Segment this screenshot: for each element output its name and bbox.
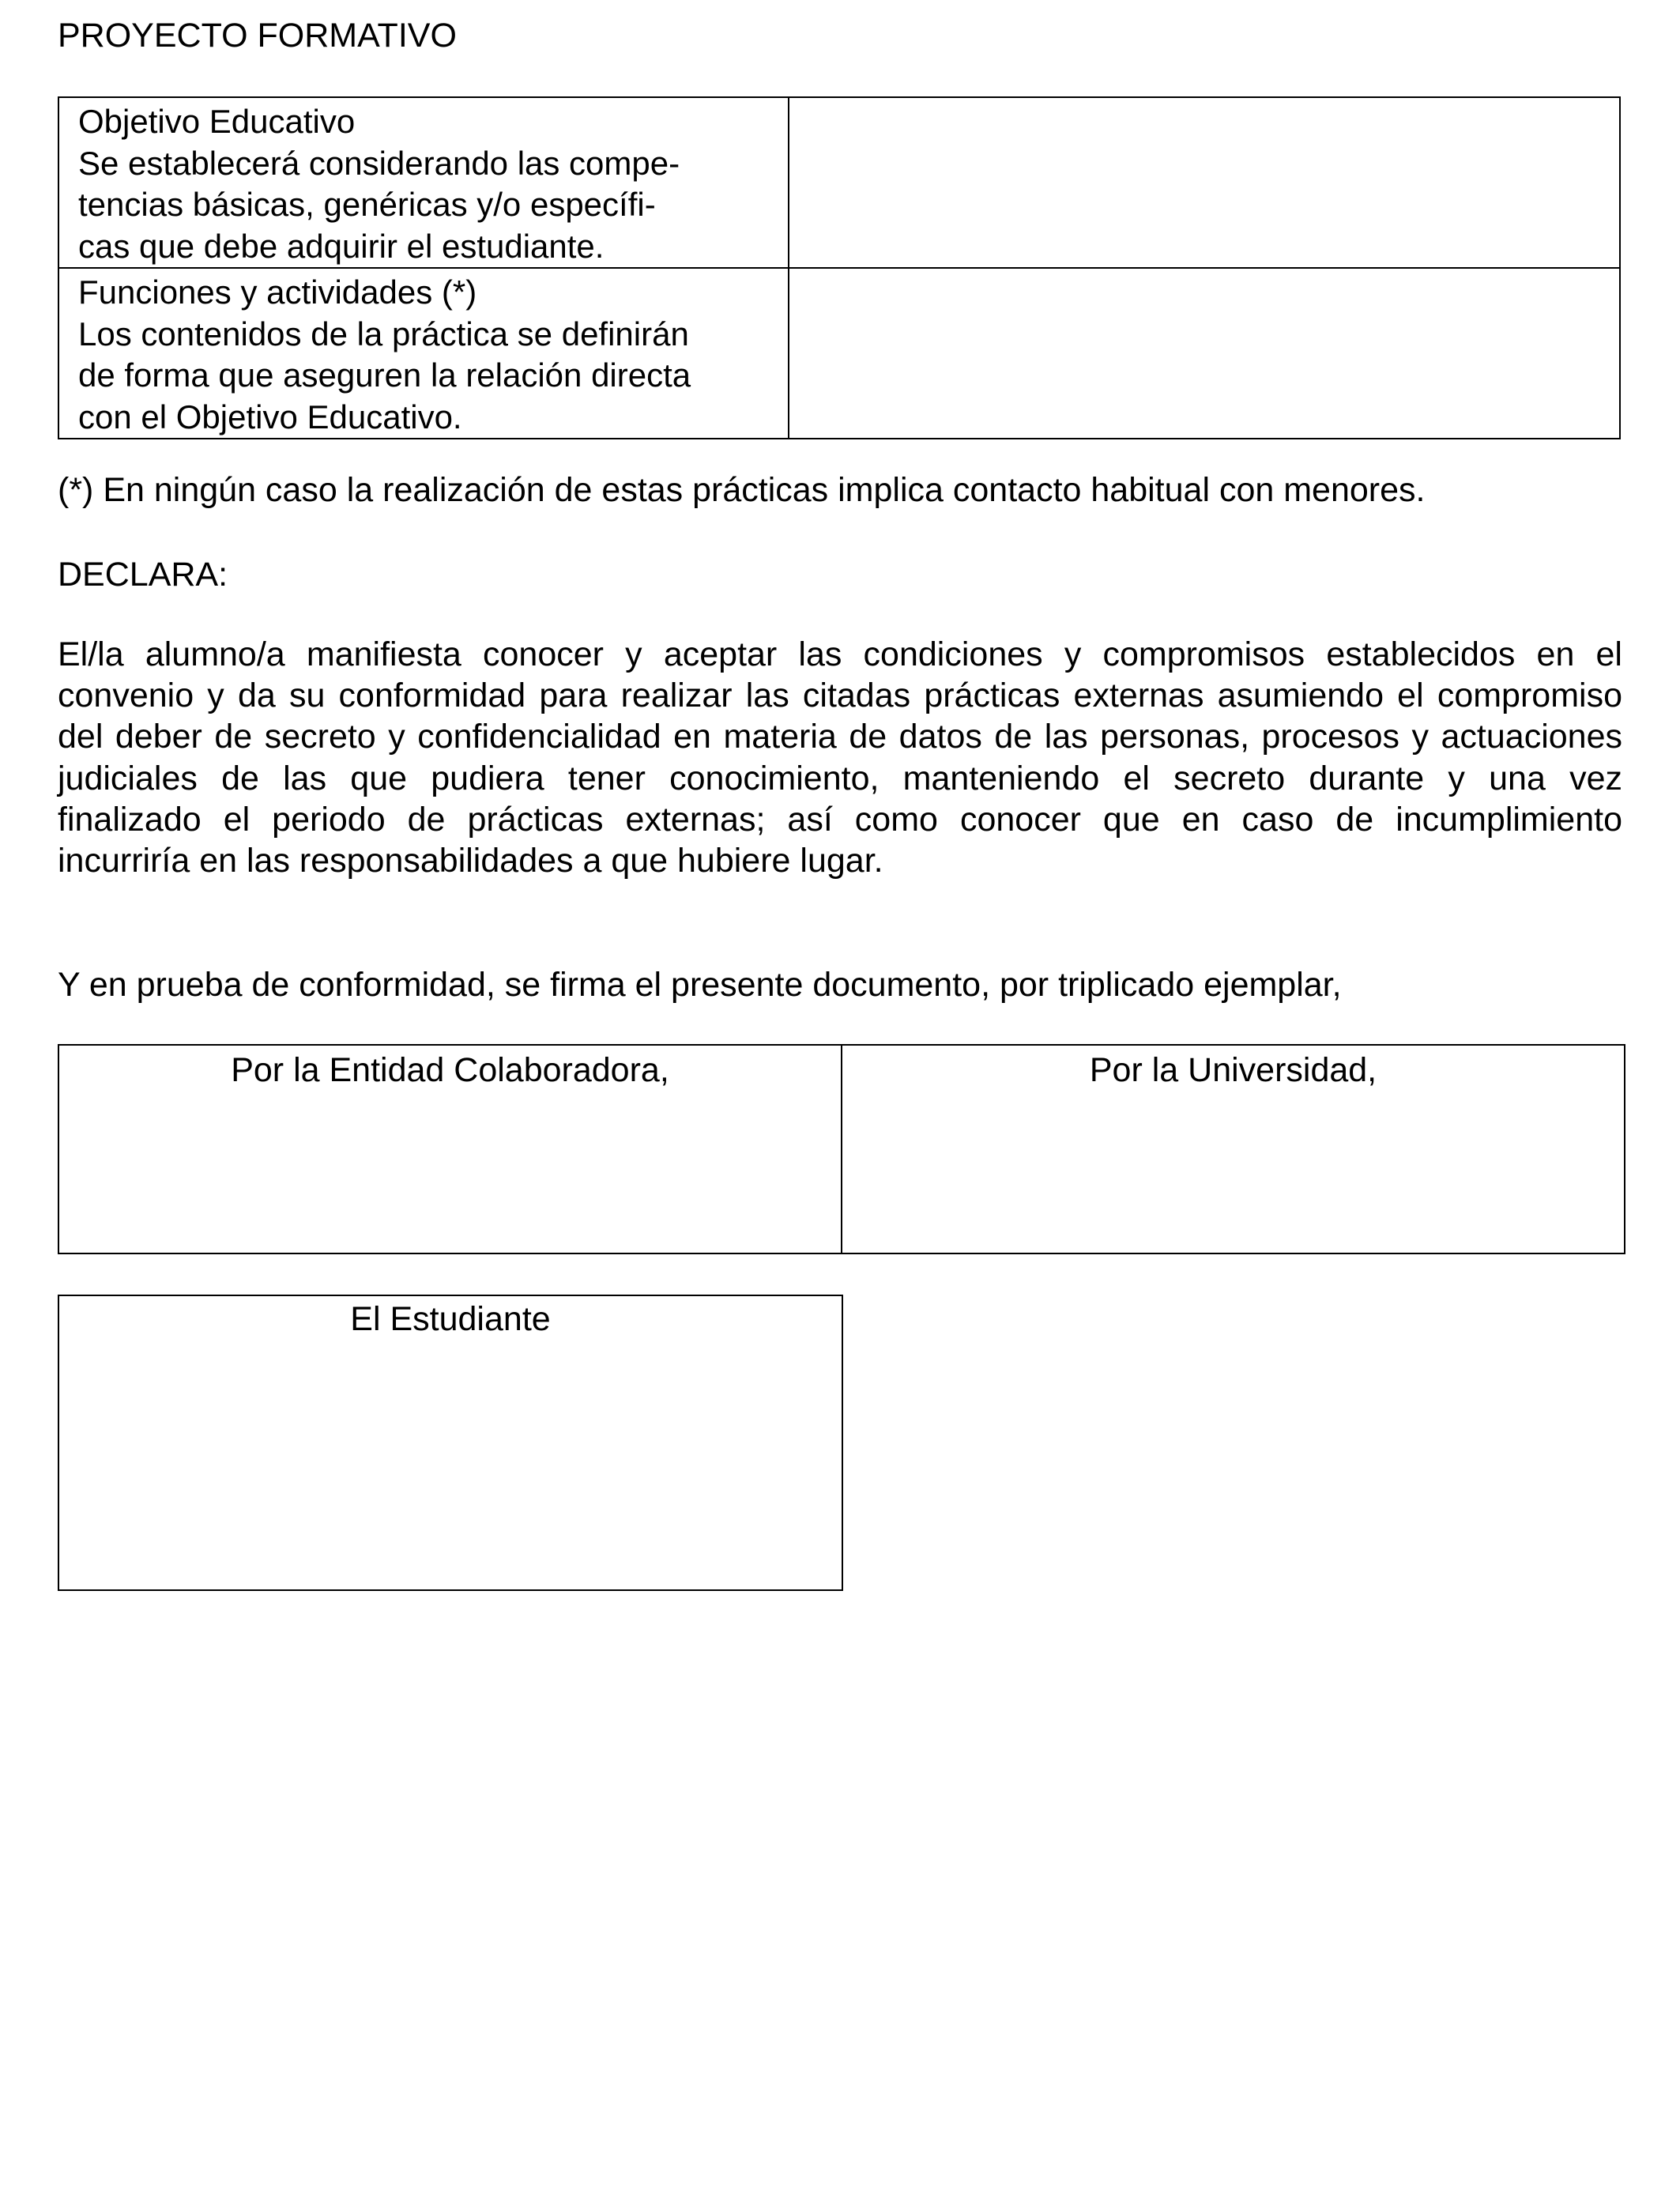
funciones-actividades-value-cell[interactable]	[789, 268, 1620, 439]
page-title: PROYECTO FORMATIVO	[58, 17, 457, 55]
student-signature-box: El Estudiante	[58, 1295, 843, 1591]
funciones-actividades-label-cell	[58, 268, 789, 439]
footnote: (*) En ningún caso la realización de estas prácticas implica contacto habitual con menores.	[58, 471, 1426, 509]
cell-line: Los contenidos de la práctica se definirán	[78, 315, 689, 352]
declaration-paragraph	[58, 634, 1622, 881]
cell-line: Objetivo Educativo	[78, 103, 356, 140]
table-row	[58, 268, 1620, 439]
entity-signature-box: Por la Entidad Colaboradora,	[58, 1045, 842, 1253]
objetivo-educativo-value-cell[interactable]	[789, 97, 1620, 268]
closing-sentence: Y en prueba de conformidad, se firma el presente documento, por triplicado ejemplar,	[58, 966, 1342, 1004]
cell-line: tencias básicas, genéricas y/o específi-	[78, 186, 656, 223]
signature-table	[58, 1044, 1625, 1254]
cell-line: cas que debe adquirir el estudiante.	[78, 227, 605, 265]
table-row	[58, 1045, 1625, 1253]
paragraph-line: finalizado el periodo de prácticas externas; así como conocer que en caso de incumplimiento	[58, 800, 1622, 839]
cell-line: Funciones y actividades (*)	[78, 273, 477, 311]
paragraph-line: El/la alumno/a manifiesta conocer y aceptar las condiciones y compromisos establecidos en el	[58, 635, 1622, 673]
paragraph-line: del deber de secreto y confidencialidad en materia de datos de las personas, procesos y actuaciones	[58, 718, 1622, 756]
project-table	[58, 96, 1621, 439]
paragraph-line: convenio y da su conformidad para realizar las citadas prácticas externas asumiendo el compromiso	[58, 677, 1622, 715]
cell-line: Se establecerá considerando las compe-	[78, 144, 680, 182]
declara-heading: DECLARA:	[58, 556, 228, 594]
university-signature-box: Por la Universidad,	[842, 1045, 1625, 1253]
table-row	[58, 97, 1620, 268]
objetivo-educativo-label-cell	[58, 97, 789, 268]
cell-line: de forma que aseguren la relación directa	[78, 356, 691, 394]
cell-line: con el Objetivo Educativo.	[78, 398, 462, 435]
paragraph-line: incurriría en las responsabilidades a que hubiere lugar.	[58, 842, 883, 880]
paragraph-line: judiciales de las que pudiera tener conocimiento, manteniendo el secreto durante y una vez	[58, 759, 1622, 797]
